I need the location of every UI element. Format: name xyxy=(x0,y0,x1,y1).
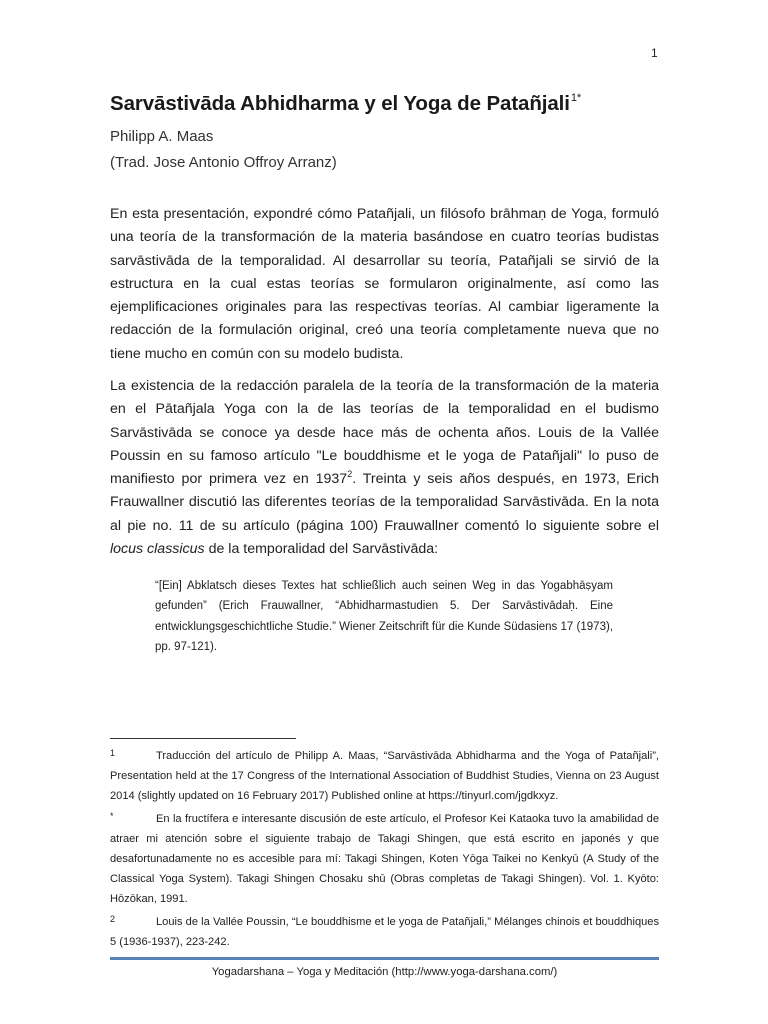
footnote-text: Traducción del artículo de Philipp A. Maas, “Sarvāstivāda Abhidharma and the Yoga of Patañjali”, Presentation held at the 17 Congress of the International Association of Buddhist Studies, Vienna on 23 August 2014 (slightly updated on 16 February 2017) Published online at https://tinyurl.com/jgdkxyz. xyxy=(110,750,659,803)
title-footnote-marks[interactable]: 1* xyxy=(570,92,582,104)
footnote-1: 1 Traducción del artículo de Philipp A. Maas, “Sarvāstivāda Abhidharma and the Yoga of Patañjali”, Presentation held at the 17 Congress of the International Association of Buddhist Studies, Vienna on 23 August 2014 (slightly updated on 16 February 2017) Published online at https://tinyurl.com/jgdkxyz. xyxy=(110,748,659,803)
paragraph-history-part-b: . Treinta y seis años después, en 1973, Erich Frauwallner discutió las diferentes teorías de la temporalidad Sarvāstivāda. En la nota al pie no. 11 de su artículo (página 100) Frauwallner comentó lo siguiente sobre el xyxy=(110,471,659,534)
block-quote: “[Ein] Abklatsch dieses Textes hat schließlich auch seinen Weg in das Yogabhāṣyam gefunden” (Erich Frauwallner, “Abhidharmastudien 5. Der Sarvāstivādaḥ. Eine entwicklungsgeschichtliche Studie.” Wiener Zeitschrift für die Kunde Südasiens 17 (1973), pp. 97-121). xyxy=(155,580,613,653)
footnote-ref-2[interactable]: 2 xyxy=(347,469,353,480)
footnote-2: 2 Louis de la Vallée Poussin, “Le bouddhisme et le yoga de Patañjali,” Mélanges chinois et bouddhiques 5 (1936-1937), 223-242. xyxy=(110,913,659,948)
italic-term: locus classicus xyxy=(110,541,205,558)
paragraph-history-part-a: La existencia de la redacción paralela de la teoría de la transformación de la materia en el Pātañjala Yoga con la de las teorías de la temporalidad en el budismo Sarvāstivāda se conoce ya desde hace más de ochenta años. Louis de la Vallée Poussin en su famoso artículo "Le bouddhisme et le yoga de Patañjali" lo puso de manifiesto por primera vez en 1937 xyxy=(110,378,659,488)
document-title xyxy=(110,92,581,116)
footnote-text: Louis de la Vallée Poussin, “Le bouddhisme et le yoga de Patañjali,” Mélanges chinois et bouddhiques 5 (1936-1937), 223-242. xyxy=(110,915,659,948)
paragraph-history xyxy=(110,375,659,561)
footnote-text: En la fructífera e interesante discusión de este artículo, el Profesor Kei Kataoka tuvo la amabilidad de atraer mi atención sobre el siguiente trabajo de Takagi Shingen, que está escrito en japonés y que desafortunadamente no es accesible para mí: Takagi Shingen, Koten Yōga Taikei no Kenkyū (A Study of the Classical Yoga System). Takagi Shingen Chosaku shū (Obras completas de Takagi Shingen). Vol. 1. Kyōto: Hōzōkan, 1991. xyxy=(110,812,659,906)
paragraph-history-part-c: de la temporalidad del Sarvāstivāda: xyxy=(204,541,439,558)
title-text: Sarvāstivāda Abhidharma y el Yoga de Patañjali xyxy=(110,92,570,115)
footnote-star: * En la fructífera e interesante discusión de este artículo, el Profesor Kei Kataoka tuvo la amabilidad de atraer mi atención sobre el siguiente trabajo de Takagi Shingen, que está escrito en japonés y que desafortunadamente no es accesible para mí: Takagi Shingen, Koten Yōga Taikei no Kenkyū (A Study of the Classical Yoga System). Takagi Shingen Chosaku shū (Obras completas de Takagi Shingen). Vol. 1. Kyōto: Hōzōkan, 1991. xyxy=(110,810,659,906)
page-footer[interactable]: Yogadarshana – Yoga y Meditación (http://www.yoga-darshana.com/) xyxy=(211,966,558,978)
footer-divider xyxy=(110,957,659,960)
footnote-separator xyxy=(110,738,296,739)
author-name: Philipp A. Maas xyxy=(110,128,214,145)
page-number: 1 xyxy=(651,46,658,60)
translator-credit: (Trad. Jose Antonio Offroy Arranz) xyxy=(110,154,337,171)
footnotes-section xyxy=(110,746,659,954)
paragraph-intro: En esta presentación, expondré cómo Patañjali, un filósofo brāhmaṇ de Yoga, formuló una teoría de la transformación de la materia basándose en cuatro teorías budistas sarvāstivāda de la temporalidad. Al desarrollar su teoría, Patañjali se sirvió de la estructura en la cual estas teorías se formularon originalmente, así como las ejemplificaciones originales para las respectivas teorías. Al cambiar ligeramente la redacción de la formulación original, creó una teoría completamente nueva que no tiene mucho en común con su modelo budista. xyxy=(110,206,659,362)
